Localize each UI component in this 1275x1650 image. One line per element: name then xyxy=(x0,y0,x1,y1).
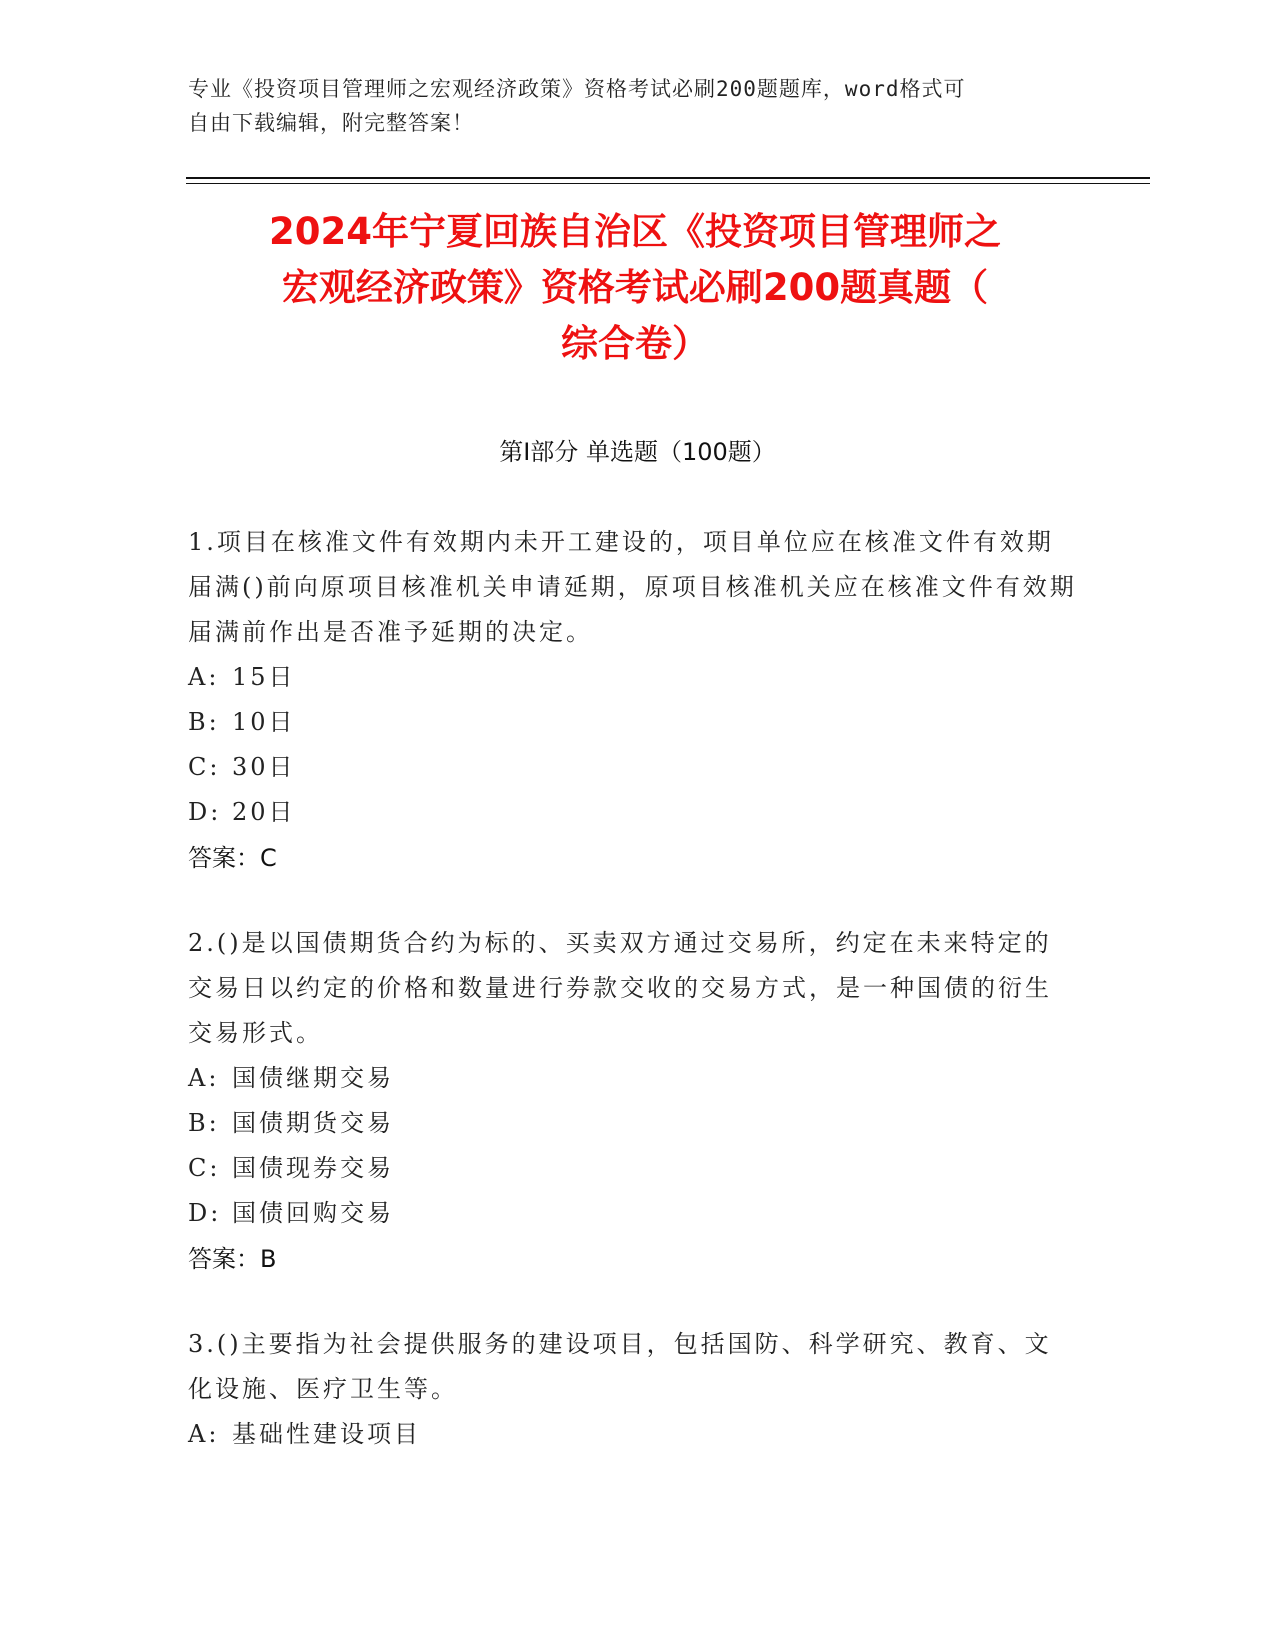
option-text: 国债继期交易 xyxy=(232,1064,394,1092)
section-title: 第Ⅰ部分 单选题（100题） xyxy=(499,438,776,466)
option-key: D: xyxy=(188,798,222,826)
header-note-line-1: 专业《投资项目管理师之宏观经济政策》资格考试必刷200题题库，word格式可 xyxy=(188,77,966,101)
header-note xyxy=(188,72,1068,140)
document-title-line-3: 综合卷） xyxy=(561,322,709,365)
option-a xyxy=(188,655,1078,700)
option-key: A: xyxy=(188,1420,220,1448)
answer-value: B xyxy=(260,1245,277,1273)
question-stem: 3.()主要指为社会提供服务的建设项目，包括国防、科学研究、教育、文化设施、医疗卫生等。 xyxy=(188,1330,1052,1403)
option-text: 国债现券交易 xyxy=(232,1154,394,1182)
option-text: 国债回购交易 xyxy=(232,1199,394,1227)
document-title-line-1: 2024年宁夏回族自治区《投资项目管理师之 xyxy=(269,210,1001,253)
option-text: 30日 xyxy=(232,753,296,781)
question-2 xyxy=(188,921,1078,1282)
question-3 xyxy=(188,1322,1078,1457)
option-text: 10日 xyxy=(232,708,296,736)
question-stem: 2.()是以国债期货合约为标的、买卖双方通过交易所，约定在未来特定的交易日以约定的价格和数量进行券款交收的交易方式，是一种国债的衍生交易形式。 xyxy=(188,929,1052,1047)
option-text: 国债期货交易 xyxy=(232,1109,394,1137)
option-d xyxy=(188,1191,1078,1236)
header-note-line-2: 自由下载编辑，附完整答案！ xyxy=(188,111,474,135)
answer-value: C xyxy=(260,844,277,872)
header-divider-thin xyxy=(186,183,1150,184)
question-list xyxy=(188,520,1078,1497)
option-c xyxy=(188,745,1078,790)
option-text: 20日 xyxy=(232,798,296,826)
answer-label: 答案： xyxy=(188,844,260,872)
answer-line xyxy=(188,835,1078,881)
option-text: 基础性建设项目 xyxy=(232,1420,421,1448)
option-c xyxy=(188,1146,1078,1191)
option-d xyxy=(188,790,1078,835)
option-key: A: xyxy=(188,1064,220,1092)
document-title-line-2: 宏观经济政策》资格考试必刷200题真题（ xyxy=(281,266,989,309)
option-key: D: xyxy=(188,1199,222,1227)
option-key: C: xyxy=(188,753,221,781)
option-text: 15日 xyxy=(232,663,296,691)
option-key: B: xyxy=(188,1109,220,1137)
option-key: B: xyxy=(188,708,220,736)
option-key: A: xyxy=(188,663,220,691)
document-title xyxy=(160,204,1110,372)
option-key: C: xyxy=(188,1154,221,1182)
option-b xyxy=(188,700,1078,745)
option-a xyxy=(188,1056,1078,1101)
option-a xyxy=(188,1412,1078,1457)
question-stem: 1.项目在核准文件有效期内未开工建设的，项目单位应在核准文件有效期届满()前向原项目核准机关申请延期，原项目核准机关应在核准文件有效期届满前作出是否准予延期的决定。 xyxy=(188,528,1077,646)
option-b xyxy=(188,1101,1078,1146)
header-divider-thick xyxy=(186,177,1150,179)
answer-line xyxy=(188,1236,1078,1282)
question-1 xyxy=(188,520,1078,881)
answer-label: 答案： xyxy=(188,1245,260,1273)
